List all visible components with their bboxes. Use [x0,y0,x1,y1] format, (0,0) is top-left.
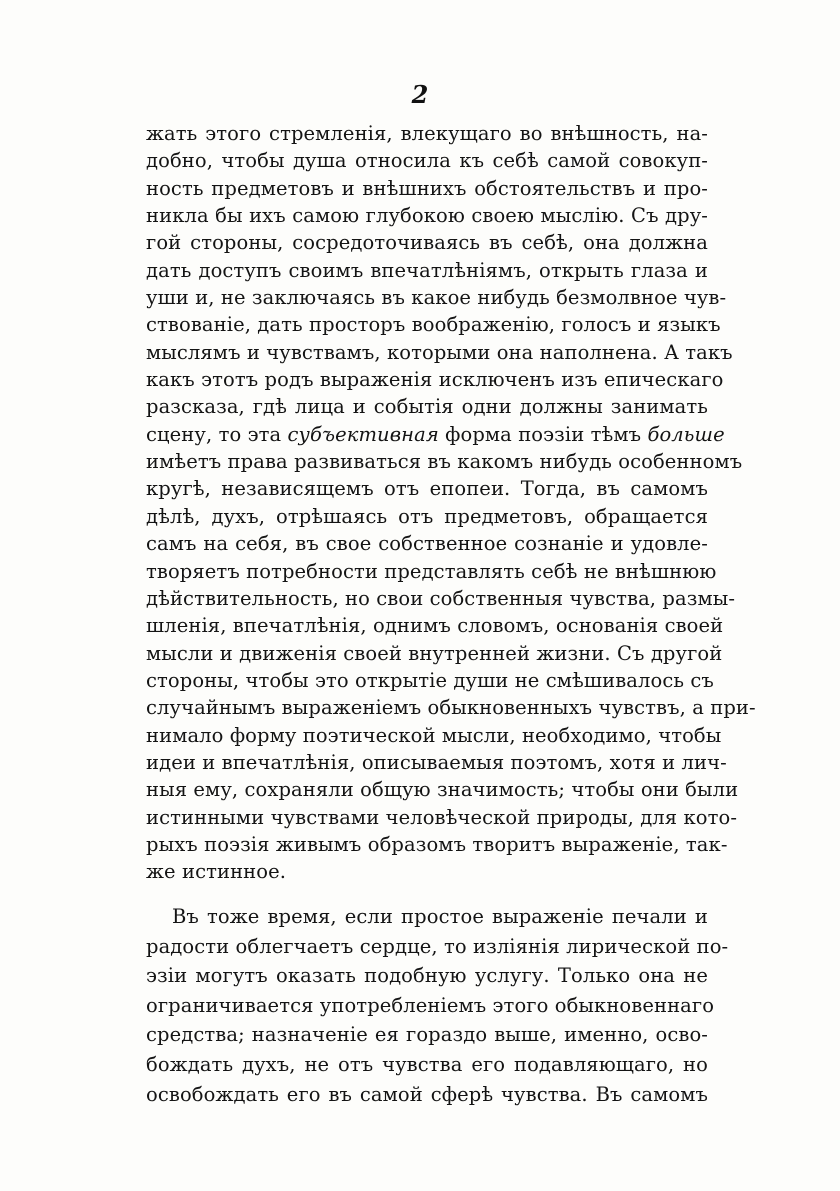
text-line: стороны, чтобы это открытіе души не смѣшивалось съ [146,668,714,692]
text-line: ограничивается употребленіемъ этого обыкновеннаго [146,993,715,1017]
italic-term-more: больше [647,422,725,446]
text-fragment: сцену, то эта [146,422,288,446]
text-line: радости облегчаетъ сердце, то изліянія лирической по- [146,934,729,958]
text-line: имѣетъ права развиваться въ какомъ нибудь особенномъ [146,450,743,474]
text-line: рыхъ поэзія живымъ образомъ творитъ выраженіе, так- [146,832,728,856]
text-line: мысли и движенія своей внутренней жизни. Съ другой [146,641,723,665]
text-line: уши и, не заключаясь въ какое нибудь безмолвное чув- [146,286,727,310]
text-line: мыслямъ и чувствамъ, которыми она наполнена. А такъ [146,340,733,364]
text-fragment: форма поэзіи тѣмъ [438,422,648,446]
text-line: Въ тоже время, если простое выраженіе печали и [172,905,708,928]
text-line: нимало форму поэтической мысли, необходимо, чтобы [146,723,722,747]
text-line: ность предметовъ и внѣшнихъ обстоятельствъ и про- [146,176,708,200]
text-line: бождать духъ, не отъ чувства его подавляющаго, но [146,1052,708,1076]
text-line: самъ на себя, въ свое собственное сознаніе и удовле- [146,532,708,556]
italic-term-subjective: субъективная [287,422,439,446]
text-line: средства; назначеніе ея гораздо выше, именно, осво- [146,1023,708,1047]
text-line: добно, чтобы душа относила къ себѣ самой совокуп- [146,149,708,173]
text-line: шленія, впечатлѣнія, однимъ словомъ, основанія своей [146,614,724,638]
text-line: жать этого стремленія, влекущаго во внѣшность, на- [146,122,708,145]
page-number: 2 [411,80,429,109]
text-line: истинными чувствами человѣческой природы, для кото- [146,805,738,829]
paragraph-2 [146,902,729,1109]
text-line: творяетъ потребности представлять себѣ не внѣшнюю [146,559,717,583]
text-line: эзіи могутъ оказать подобную услугу. Только она не [146,964,708,988]
text-line: же истинное. [146,860,287,884]
text-line: дать доступъ своимъ впечатлѣніямъ, открыть глаза и [146,258,708,282]
text-line: дѣйствительность, но свои собственныя чувства, размы- [146,586,736,610]
text-line: никла бы ихъ самою глубокою своею мыслію. Съ дру- [146,204,708,228]
paragraph-1 [146,120,756,886]
text-line: идеи и впечатлѣнія, описываемыя поэтомъ, хотя и лич- [146,750,727,774]
text-line: какъ этотъ родъ выраженія исключенъ изъ епическаго [146,368,724,392]
text-line-with-italics [146,421,725,448]
text-line: ныя ему, сохраняли общую значимость; чтобы они были [146,778,739,802]
text-line: кругѣ, независящемъ отъ епопеи. Тогда, въ самомъ [146,477,708,501]
text-line: разсказа, гдѣ лица и событія одни должны занимать [146,395,708,419]
text-line: случайнымъ выраженіемъ обыкновенныхъ чувствъ, а при- [146,696,756,720]
text-line: ствованіе, дать просторъ воображенію, голосъ и языкъ [146,313,721,337]
text-line: дѣлѣ, духъ, отрѣшаясь отъ предметовъ, обращается [146,504,708,528]
text-line: гой стороны, сосредоточиваясь въ себѣ, она должна [146,231,708,255]
text-line: освобождать его въ самой сферѣ чувства. Въ самомъ [146,1082,708,1106]
